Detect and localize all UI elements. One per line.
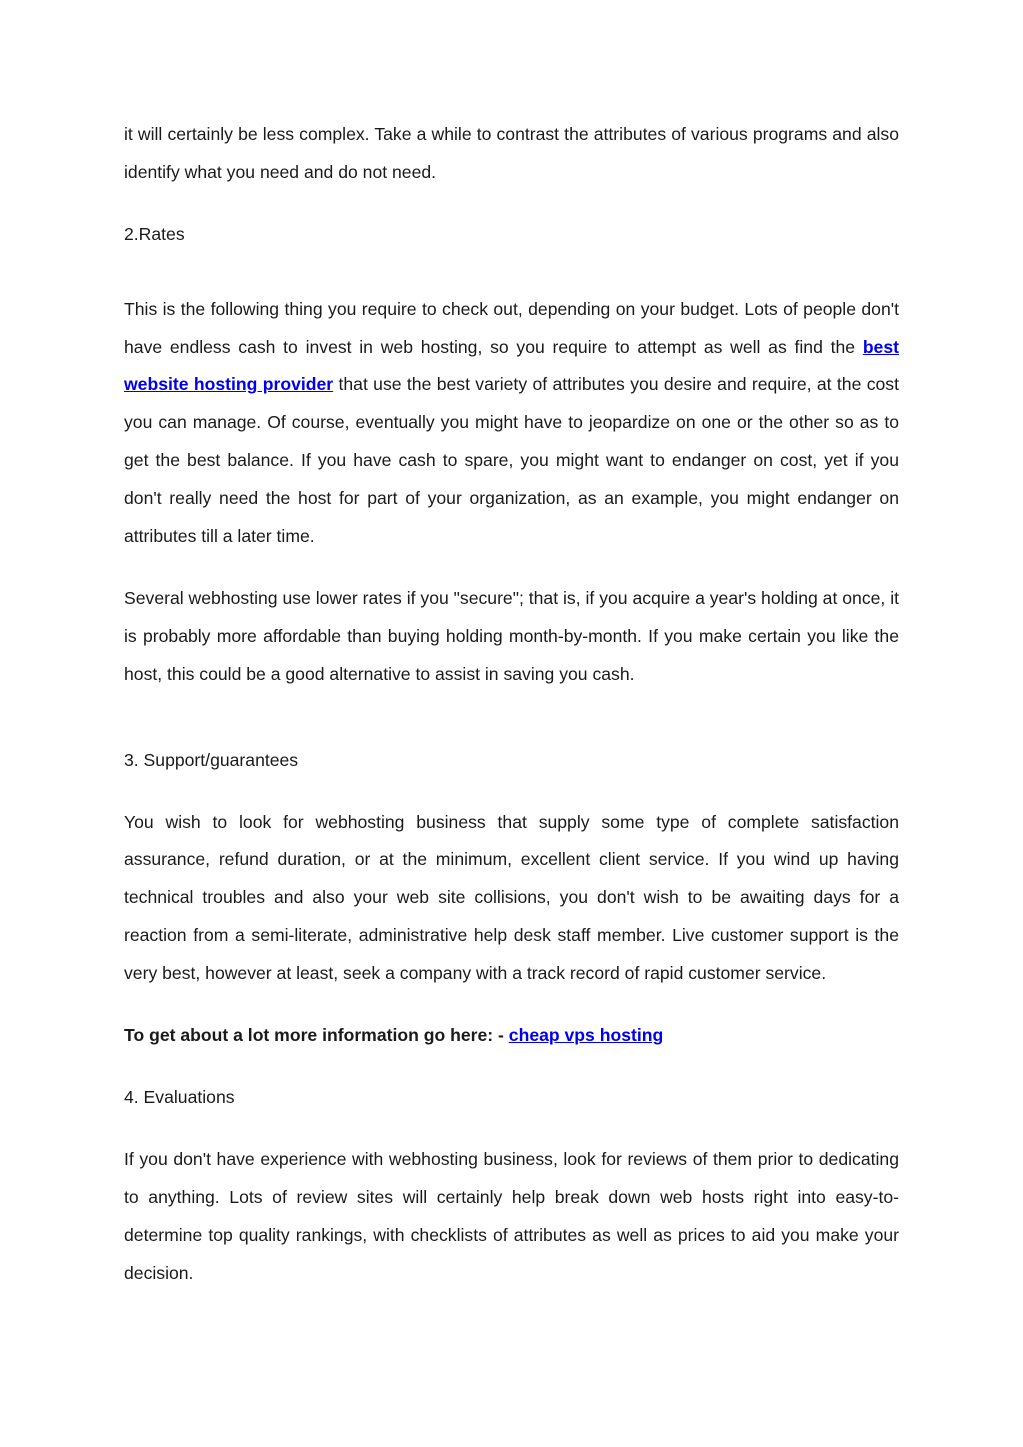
evaluations-paragraph: If you don't have experience with webhosting business, look for reviews of them prior to dedicating to anything. Lots of review sites will certainly help break down web hosts right into easy-to-determine top quality rankings, with checklists of attributes as well as prices to aid you make your decision. (124, 1149, 899, 1283)
evaluations-heading: 4. Evaluations (124, 1087, 235, 1108)
cheap-vps-hosting-link[interactable]: cheap vps hosting (508, 1025, 664, 1046)
cta-paragraph (124, 1017, 899, 1055)
spacer (124, 254, 899, 291)
spacer (124, 1117, 899, 1141)
rates-paragraph (124, 291, 899, 556)
rates-text-after: that use the best variety of attributes you desire and require, at the cost you can manage. Of course, eventually you might have to jeopardize on one or the other so as to get the best balance. If you have cash to spare, you might want to endanger on cost, yet if you don't really need the host for part of your organization, as an example, you might endanger on attributes till a later time. (124, 374, 899, 546)
intro-paragraph: it will certainly be less complex. Take a while to contrast the attributes of various programs and also identify what you need and do not need. (124, 124, 899, 182)
rates-text-before: This is the following thing you require to check out, depending on your budget. Lots of people don't have endless cash to invest in web hosting, so you require to attempt as well as find the (124, 298, 899, 357)
rates-secure-paragraph: Several webhosting use lower rates if you "secure"; that is, if you acquire a year's holding at once, it is probably more affordable than buying holding month-by-month. If you make certain you like the host, this could be a good alternative to assist in saving you cash. (124, 587, 899, 684)
best-hosting-provider-link[interactable]: best website hosting provider (124, 336, 899, 395)
cta-text: To get about a lot more information go here: - (124, 1025, 509, 1046)
rates-heading: 2.Rates (124, 224, 185, 245)
spacer (124, 780, 899, 804)
spacer (124, 718, 899, 742)
support-paragraph: You wish to look for webhosting business that supply some type of complete satisfaction assurance, refund duration, or at the minimum, excellent client service. If you wind up having technical troubles and also your web site collisions, you don't wish to be awaiting days for a reaction from a semi-literate, administrative help desk staff member. Live customer support is the very best, however at least, seek a company with a track record of rapid customer service. (124, 811, 899, 983)
support-heading: 3. Support/guarantees (124, 749, 299, 770)
document-page (124, 116, 899, 1317)
